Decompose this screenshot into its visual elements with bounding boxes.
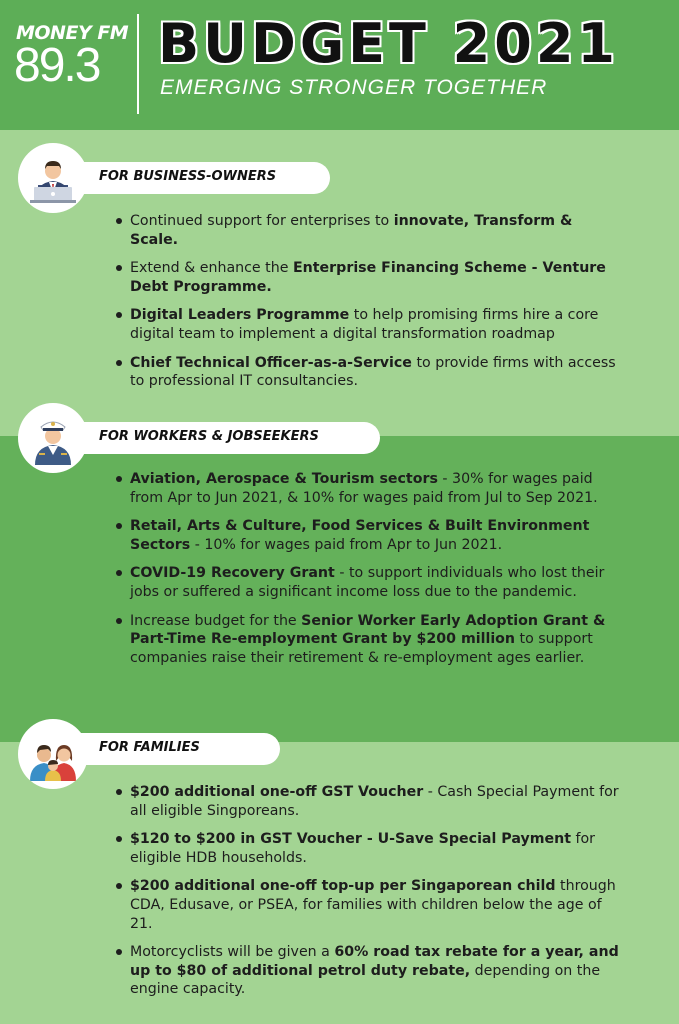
list-item <box>113 259 623 296</box>
bold-text: Senior Worker Early Adoption Grant & Part-Time Re-employment Grant by $200 million <box>130 612 606 648</box>
bold-text: Chief Technical Officer-as-a-Service <box>130 354 412 371</box>
bold-text: COVID-19 Recovery Grant <box>130 565 335 582</box>
bold-text: Aviation, Aerospace & Tourism sectors <box>130 471 438 487</box>
body-text: Motorcyclists will be given a <box>130 944 335 961</box>
money-fm-logo <box>14 22 129 102</box>
item-list <box>113 783 623 1009</box>
body-text: for eligible HDB households. <box>130 831 596 866</box>
pilot-icon <box>18 403 88 473</box>
list-item <box>113 877 623 933</box>
list-item <box>113 612 623 668</box>
list-item <box>113 212 623 249</box>
body-text: - 30% for wages paid from Apr to Jun 2021, & 10% for wages paid from Jul to Sep 2021. <box>130 471 598 506</box>
bold-text: $200 additional one-off GST Voucher <box>130 784 424 800</box>
section-label-pill <box>62 733 280 765</box>
list-item <box>113 354 623 391</box>
section-label-pill <box>62 162 330 194</box>
bold-text: Digital Leaders Programme <box>130 307 350 324</box>
item-list <box>113 470 623 677</box>
body-text: Increase budget for the <box>130 612 302 629</box>
header-banner <box>0 0 679 130</box>
section-label: FOR FAMILIES <box>99 740 200 755</box>
section-label: FOR WORKERS & JOBSEEKERS <box>99 429 319 444</box>
list-item <box>113 783 623 820</box>
bold-text: Enterprise Financing Scheme - Venture Debt Programme. <box>130 260 606 295</box>
list-item <box>113 306 623 343</box>
body-text: to support companies raise their retirement & re-employment ages earlier. <box>130 631 593 666</box>
page-title: BUDGET 2021 <box>158 12 619 75</box>
section-label: FOR BUSINESS-OWNERS <box>99 169 277 184</box>
body-text: through CDA, Edusave, or PSEA, for families with children below the age of 21. <box>130 878 616 932</box>
bold-text: $120 to $200 in GST Voucher - U-Save Special Payment <box>130 831 571 848</box>
body-text: to help promising firms hire a core digital team to implement a digital transformation roadmap <box>130 307 599 342</box>
list-item <box>113 517 623 554</box>
logo-frequency: 89.3 <box>14 39 100 92</box>
section-families <box>0 742 679 1024</box>
page-subtitle: EMERGING STRONGER TOGETHER <box>160 76 548 99</box>
list-item <box>113 470 623 507</box>
section-workers-jobseekers <box>0 429 679 742</box>
list-item <box>113 943 623 999</box>
body-text: - Cash Special Payment for all eligible Singporeans. <box>130 784 619 819</box>
section-business-owners <box>0 130 679 436</box>
businessman-laptop-icon <box>18 143 88 213</box>
bold-text: Retail, Arts & Culture, Food Services & Built Environment Sectors <box>130 518 590 553</box>
header-divider <box>137 14 139 114</box>
bold-text: 60% road tax rebate for a year, and up to $80 of additional petrol duty rebate, <box>130 944 619 979</box>
body-text: Continued support for enterprises to <box>130 213 394 229</box>
body-text: to provide firms with access to professional IT consultancies. <box>130 354 616 390</box>
family-icon <box>18 719 88 789</box>
bold-text: innovate, Transform & Scale. <box>130 213 573 248</box>
item-list <box>113 212 623 401</box>
bold-text: $200 additional one-off top-up per Singaporean child <box>130 878 556 895</box>
body-text: Extend & enhance the <box>130 260 293 277</box>
list-item <box>113 564 623 601</box>
body-text: - 10% for wages paid from Apr to Jun 2021. <box>190 536 503 553</box>
body-text: depending on the engine capacity. <box>130 962 601 998</box>
logo-wordmark: MONEY FM <box>16 22 129 44</box>
body-text: - to support individuals who lost their jobs or suffered a significant income loss due to the pandemic. <box>130 565 605 600</box>
list-item <box>113 830 623 867</box>
section-label-pill <box>62 422 380 454</box>
